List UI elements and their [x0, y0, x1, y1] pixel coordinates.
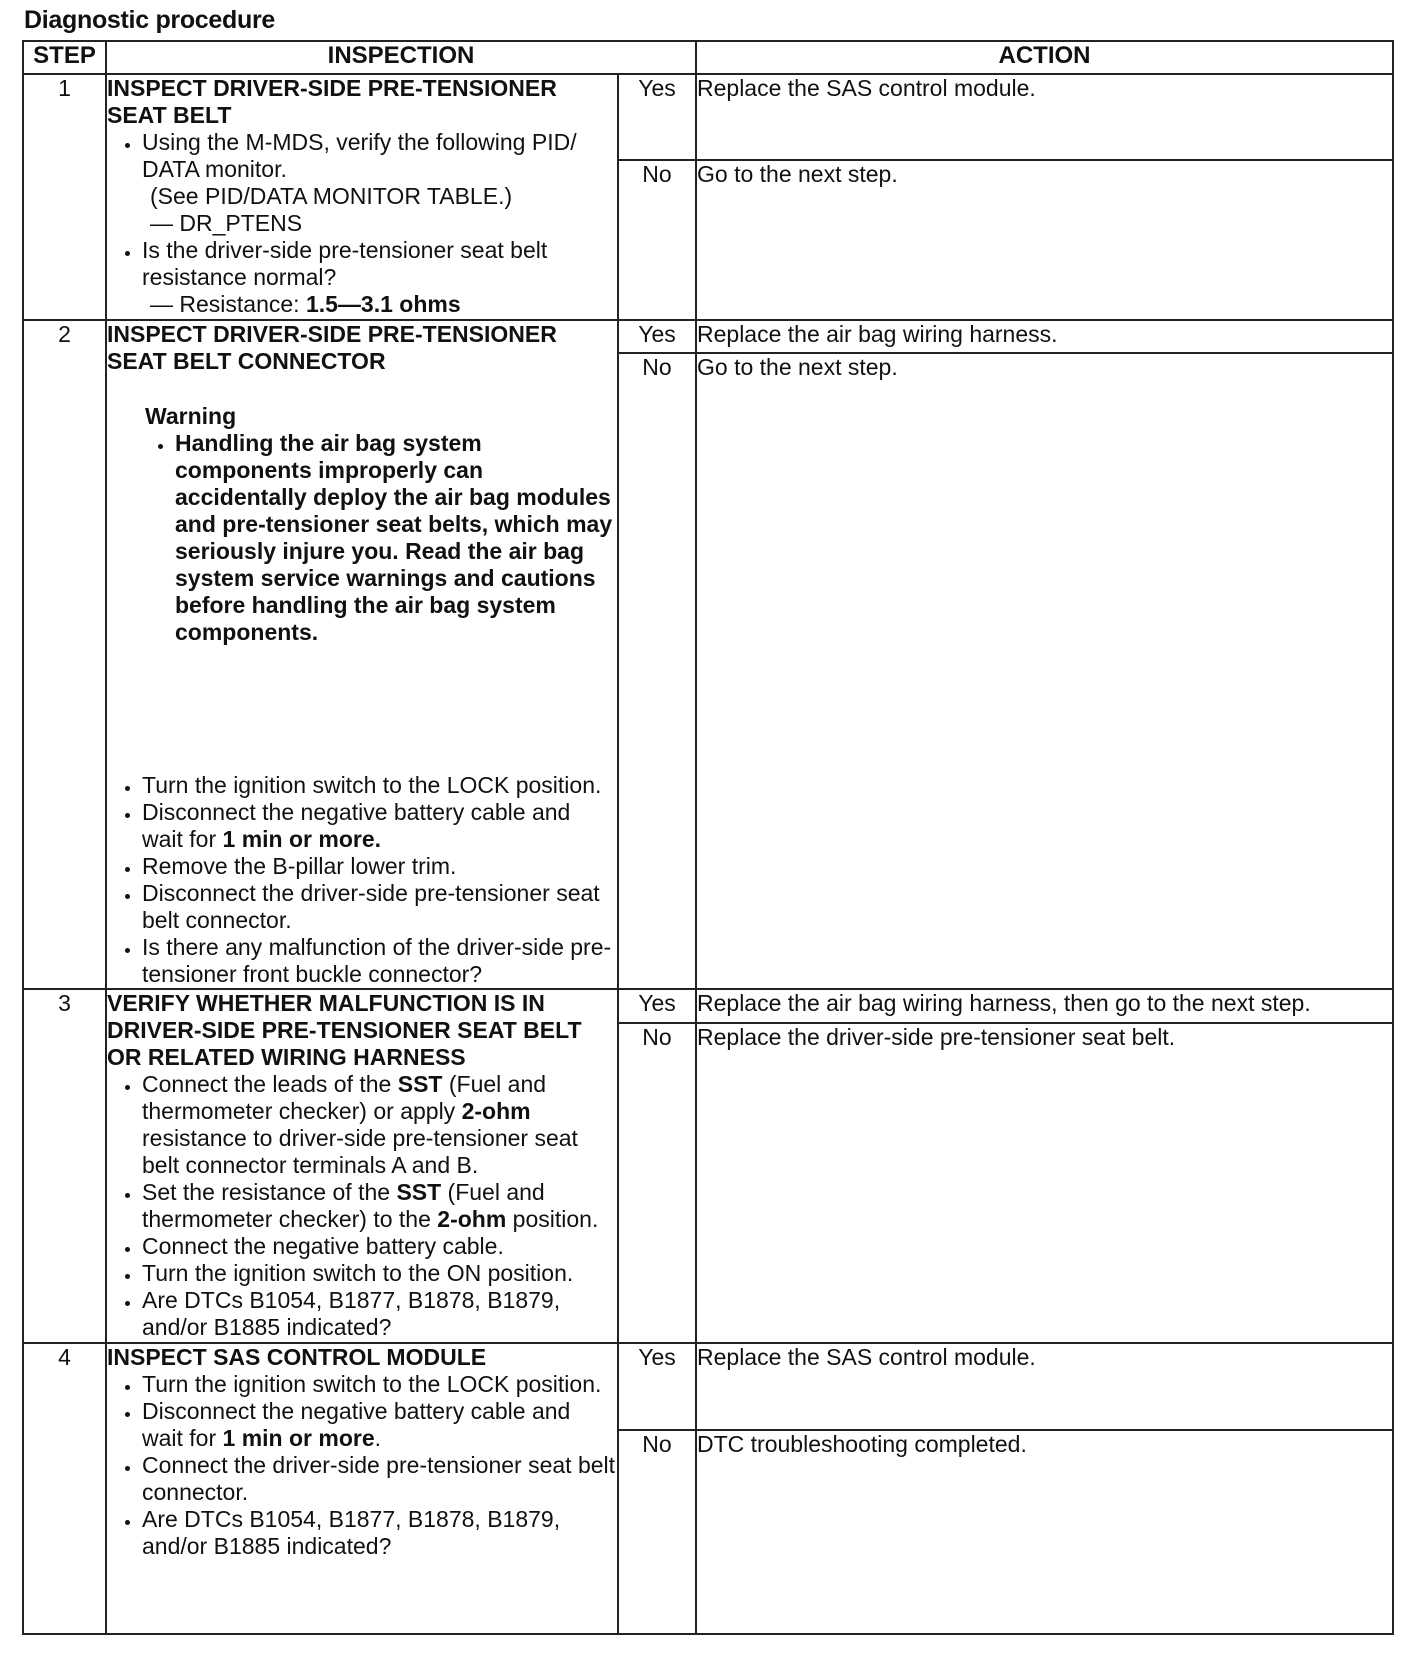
no-action: Go to the next step.	[696, 160, 1393, 320]
no-action: Go to the next step.	[696, 353, 1393, 989]
warning-text: • Handling the air bag system components improperly can accidentally deploy the air bag modules and pre-tensioner seat belts, which may seriously injure you. Read the air bag system service warnings and cautions before handling the air bag system components.	[175, 430, 617, 646]
action-column-header: ACTION	[696, 41, 1393, 74]
inspection-cell	[106, 989, 618, 1343]
page-title: Diagnostic procedure	[24, 6, 275, 34]
inspection-list	[107, 772, 617, 988]
list-item: • Disconnect the negative battery cable and wait for 1 min or more.	[142, 799, 617, 853]
step-number: 4	[23, 1343, 106, 1634]
inspection-cell	[106, 320, 618, 989]
step-title: INSPECT DRIVER-SIDE PRE-TENSIONER SEAT BELT	[107, 75, 557, 128]
table-row	[23, 989, 1393, 1023]
no-label: No	[618, 1023, 696, 1343]
no-action: DTC troubleshooting completed.	[696, 1430, 1393, 1634]
table-header-row	[23, 41, 1393, 74]
list-item: • Turn the ignition switch to the LOCK position.	[142, 1371, 617, 1398]
table-row	[23, 320, 1393, 353]
step-title: INSPECT SAS CONTROL MODULE	[107, 1344, 487, 1370]
list-item: • Is there any malfunction of the driver-side pre-tensioner front buckle connector?	[142, 934, 617, 988]
yes-action: Replace the air bag wiring harness, then go to the next step.	[696, 989, 1393, 1023]
step-column-header: STEP	[23, 41, 106, 74]
table-row	[23, 1343, 1393, 1430]
list-item: • Are DTCs B1054, B1877, B1878, B1879, and/or B1885 indicated?	[142, 1287, 617, 1341]
list-item: • Remove the B-pillar lower trim.	[142, 853, 617, 880]
yes-label: Yes	[618, 989, 696, 1023]
inspection-cell	[106, 74, 618, 320]
list-item: • Are DTCs B1054, B1877, B1878, B1879, and/or B1885 indicated?	[142, 1506, 617, 1560]
no-label: No	[618, 353, 696, 989]
no-label: No	[618, 160, 696, 320]
list-item: • Using the M-MDS, verify the following PID/ DATA monitor. (See PID/DATA MONITOR TABLE.) — DR_PTENS	[142, 129, 617, 237]
list-item: • Set the resistance of the SST (Fuel and thermometer checker) to the 2-ohm position.	[142, 1179, 617, 1233]
warning-block	[145, 403, 617, 646]
list-item: • Disconnect the negative battery cable and wait for 1 min or more.	[142, 1398, 617, 1452]
inspection-column-header: INSPECTION	[106, 41, 696, 74]
step-number: 2	[23, 320, 106, 989]
inspection-list	[107, 129, 617, 318]
list-item: • Connect the leads of the SST (Fuel and thermometer checker) or apply 2-ohm resistance to driver-side pre-tensioner seat belt connector terminals A and B.	[142, 1071, 617, 1179]
yes-action: Replace the SAS control module.	[696, 1343, 1393, 1430]
list-item: • Is the driver-side pre-tensioner seat belt resistance normal? — Resistance: 1.5—3.1 ohms	[142, 237, 617, 318]
no-label: No	[618, 1430, 696, 1634]
list-item: • Turn the ignition switch to the LOCK position.	[142, 772, 617, 799]
step-title: VERIFY WHETHER MALFUNCTION IS IN DRIVER-SIDE PRE-TENSIONER SEAT BELT OR RELATED WIRING HARNESS	[107, 990, 582, 1070]
table-row	[23, 74, 1393, 160]
yes-action: Replace the SAS control module.	[696, 74, 1393, 160]
no-action: Replace the driver-side pre-tensioner seat belt.	[696, 1023, 1393, 1343]
inspection-list	[107, 1071, 617, 1341]
yes-action: Replace the air bag wiring harness.	[696, 320, 1393, 353]
inspection-list	[107, 1371, 617, 1560]
list-item: • Turn the ignition switch to the ON position.	[142, 1260, 617, 1287]
list-item: • Connect the driver-side pre-tensioner seat belt connector.	[142, 1452, 617, 1506]
list-item: • Disconnect the driver-side pre-tensioner seat belt connector.	[142, 880, 617, 934]
yes-label: Yes	[618, 320, 696, 353]
yes-label: Yes	[618, 1343, 696, 1430]
step-number: 1	[23, 74, 106, 320]
step-number: 3	[23, 989, 106, 1343]
step-title: INSPECT DRIVER-SIDE PRE-TENSIONER SEAT BELT CONNECTOR	[107, 321, 557, 374]
warning-title: Warning	[145, 403, 237, 429]
diagnostic-table	[22, 40, 1394, 1635]
list-item: • Connect the negative battery cable.	[142, 1233, 617, 1260]
yes-label: Yes	[618, 74, 696, 160]
inspection-cell	[106, 1343, 618, 1634]
